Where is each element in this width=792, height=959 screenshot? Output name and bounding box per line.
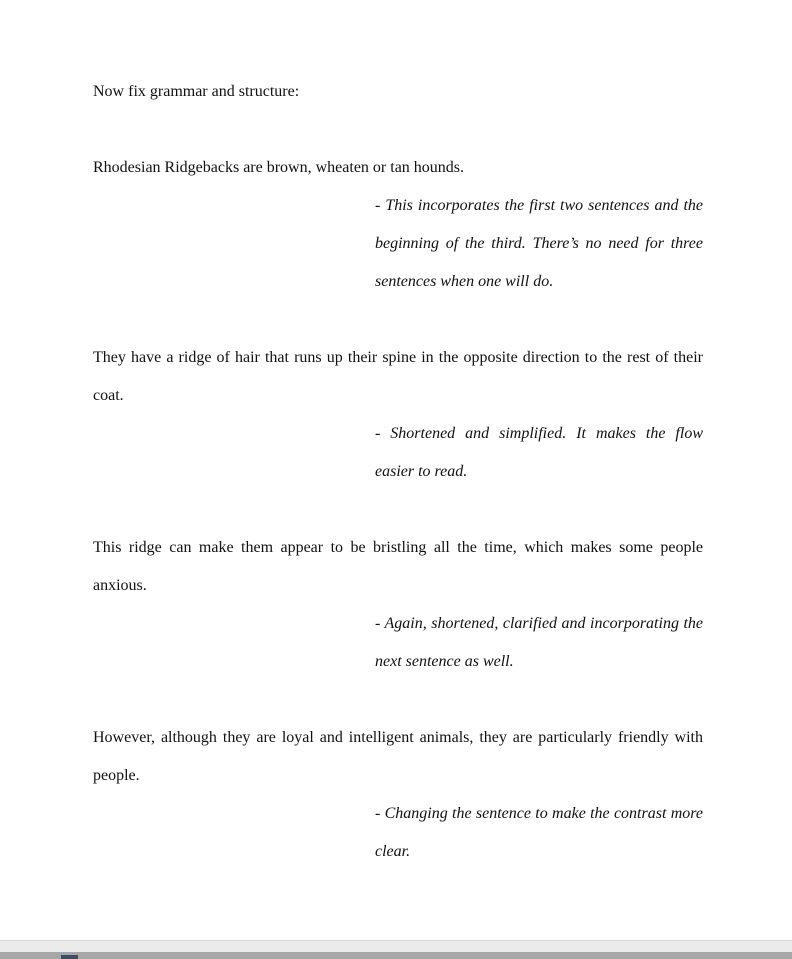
horizontal-scrollbar-track[interactable] [0, 940, 792, 952]
editorial-comment: - Changing the sentence to make the contrast more clear. [375, 805, 703, 860]
paragraph: However, although they are loyal and intelligent animals, they are particularly friendly with people. [93, 729, 703, 784]
paragraph: This ridge can make them appear to be bristling all the time, which makes some people anxious. [93, 539, 703, 594]
paragraph: Rhodesian Ridgebacks are brown, wheaten or tan hounds. [93, 159, 465, 176]
dock-icon-sliver [61, 955, 78, 959]
paragraph: They have a ridge of hair that runs up their spine in the opposite direction to the rest of their coat. [93, 349, 703, 404]
editorial-comment: - Again, shortened, clarified and incorporating the next sentence as well. [375, 615, 703, 670]
instruction-line: Now fix grammar and structure: [93, 83, 300, 100]
window-below-edge [0, 952, 792, 959]
editorial-comment: - Shortened and simplified. It makes the flow easier to read. [375, 425, 703, 480]
document-body[interactable] [93, 73, 703, 871]
editorial-comment: - This incorporates the first two sentences and the beginning of the third. There’s no need for three sentences when one will do. [375, 197, 703, 290]
